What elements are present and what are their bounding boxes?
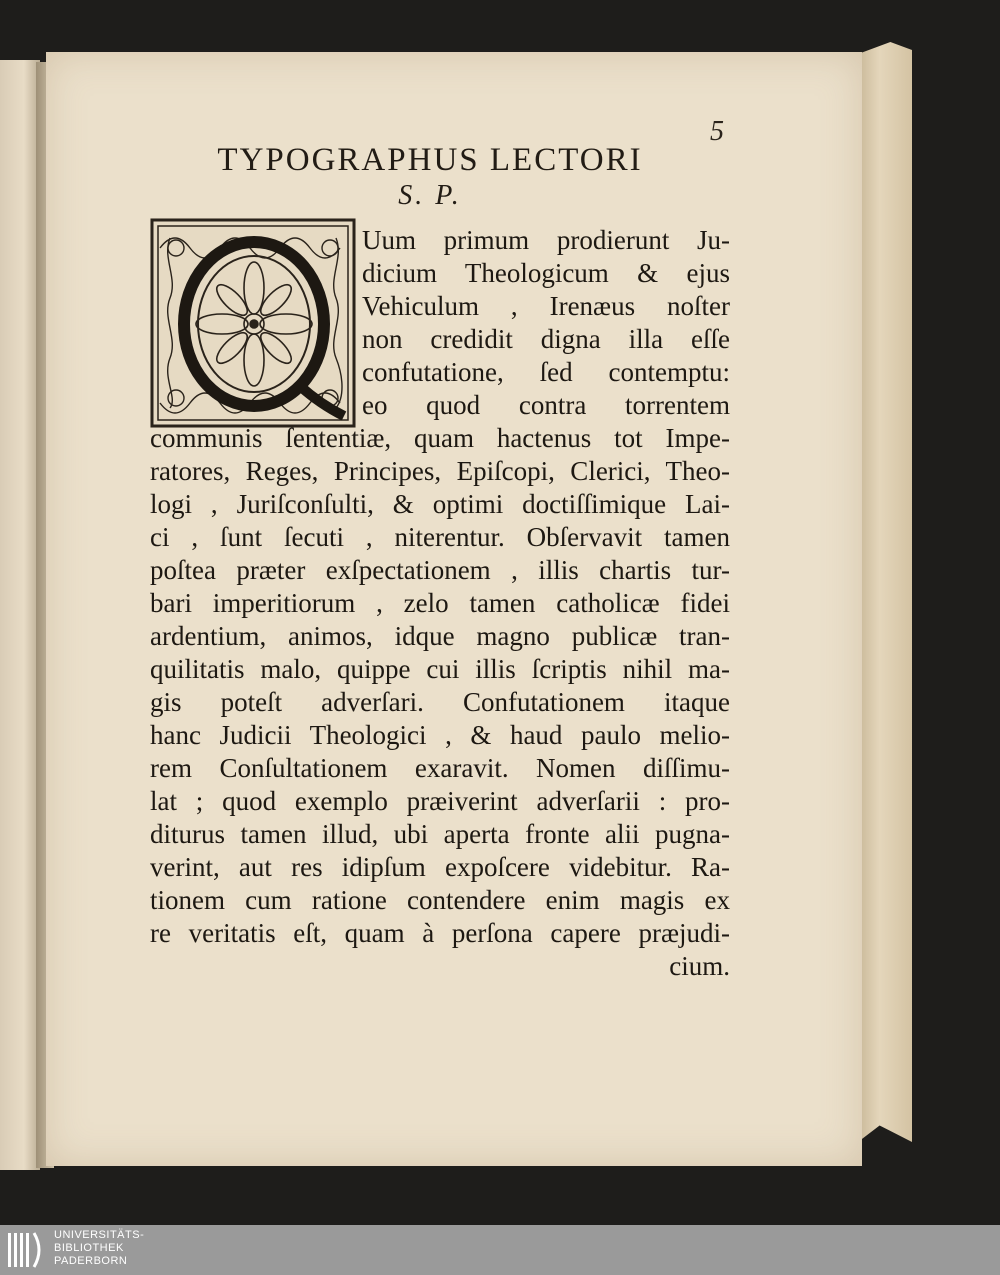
text-line: non credidit digna illa eſſe	[362, 324, 730, 354]
text-line: bari imperitiorum , zelo tamen catholicæ fidei	[150, 588, 730, 618]
text-line: ci , ſunt ſecuti , niterentur. Obſervavit tamen	[150, 522, 730, 552]
library-name-line: UNIVERSITÄTS-	[54, 1229, 145, 1241]
text-line: confutatione, ſed contemptu:	[362, 357, 730, 387]
text-line: ardentium, animos, idque magno publicæ tran-	[150, 621, 730, 651]
library-footer	[0, 1225, 1000, 1275]
text-line: lat ; quod exemplo præiverint adverſarii : pro-	[150, 786, 730, 816]
left-page-edge	[0, 60, 40, 1170]
text-line: poſtea præter exſpectationem , illis chartis tur-	[150, 555, 730, 585]
page-heading: TYPOGRAPHUS LECTORI	[217, 142, 643, 178]
text-line: Uum primum prodierunt Ju-	[362, 225, 730, 255]
text-line: ratores, Reges, Principes, Epiſcopi, Clerici, Theo-	[150, 456, 730, 486]
library-logo-icon	[6, 1229, 46, 1271]
library-name[interactable]	[54, 1229, 144, 1268]
text-line: cium.	[669, 951, 730, 981]
text-line: tionem cum ratione contendere enim magis ex	[150, 885, 730, 915]
library-name-line: BIBLIOTHEK	[54, 1242, 124, 1254]
text-line: diturus tamen illud, ubi aperta fronte alii pugna-	[150, 819, 730, 849]
text-line: gis poteſt adverſari. Confutationem itaque	[150, 687, 730, 717]
text-line: rem Conſultationem exaravit. Nomen diſſimu-	[150, 753, 730, 783]
page-stack-edge	[858, 42, 912, 1142]
text-line: logi , Juriſconſulti, & optimi doctiſſimique Lai-	[150, 489, 730, 519]
text-line: hanc Judicii Theologici , & haud paulo melio-	[150, 720, 730, 750]
text-line: re veritatis eſt, quam à perſona capere præjudi-	[150, 918, 730, 948]
text-line: verint, aut res idipſum expoſcere videbitur. Ra-	[150, 852, 730, 882]
text-line: communis ſententiæ, quam hactenus tot Impe-	[150, 423, 730, 453]
text-line: Vehiculum , Irenæus noſter	[362, 291, 730, 321]
page-subheading: S. P.	[398, 180, 462, 211]
text-line: dicium Theologicum & ejus	[362, 258, 730, 288]
library-name-line: PADERBORN	[54, 1255, 128, 1267]
text-line: eo quod contra torrentem	[362, 390, 730, 420]
body-text	[150, 224, 730, 983]
text-line: quilitatis malo, quippe cui illis ſcriptis nihil ma-	[150, 654, 730, 684]
page-number: 5	[710, 116, 724, 147]
